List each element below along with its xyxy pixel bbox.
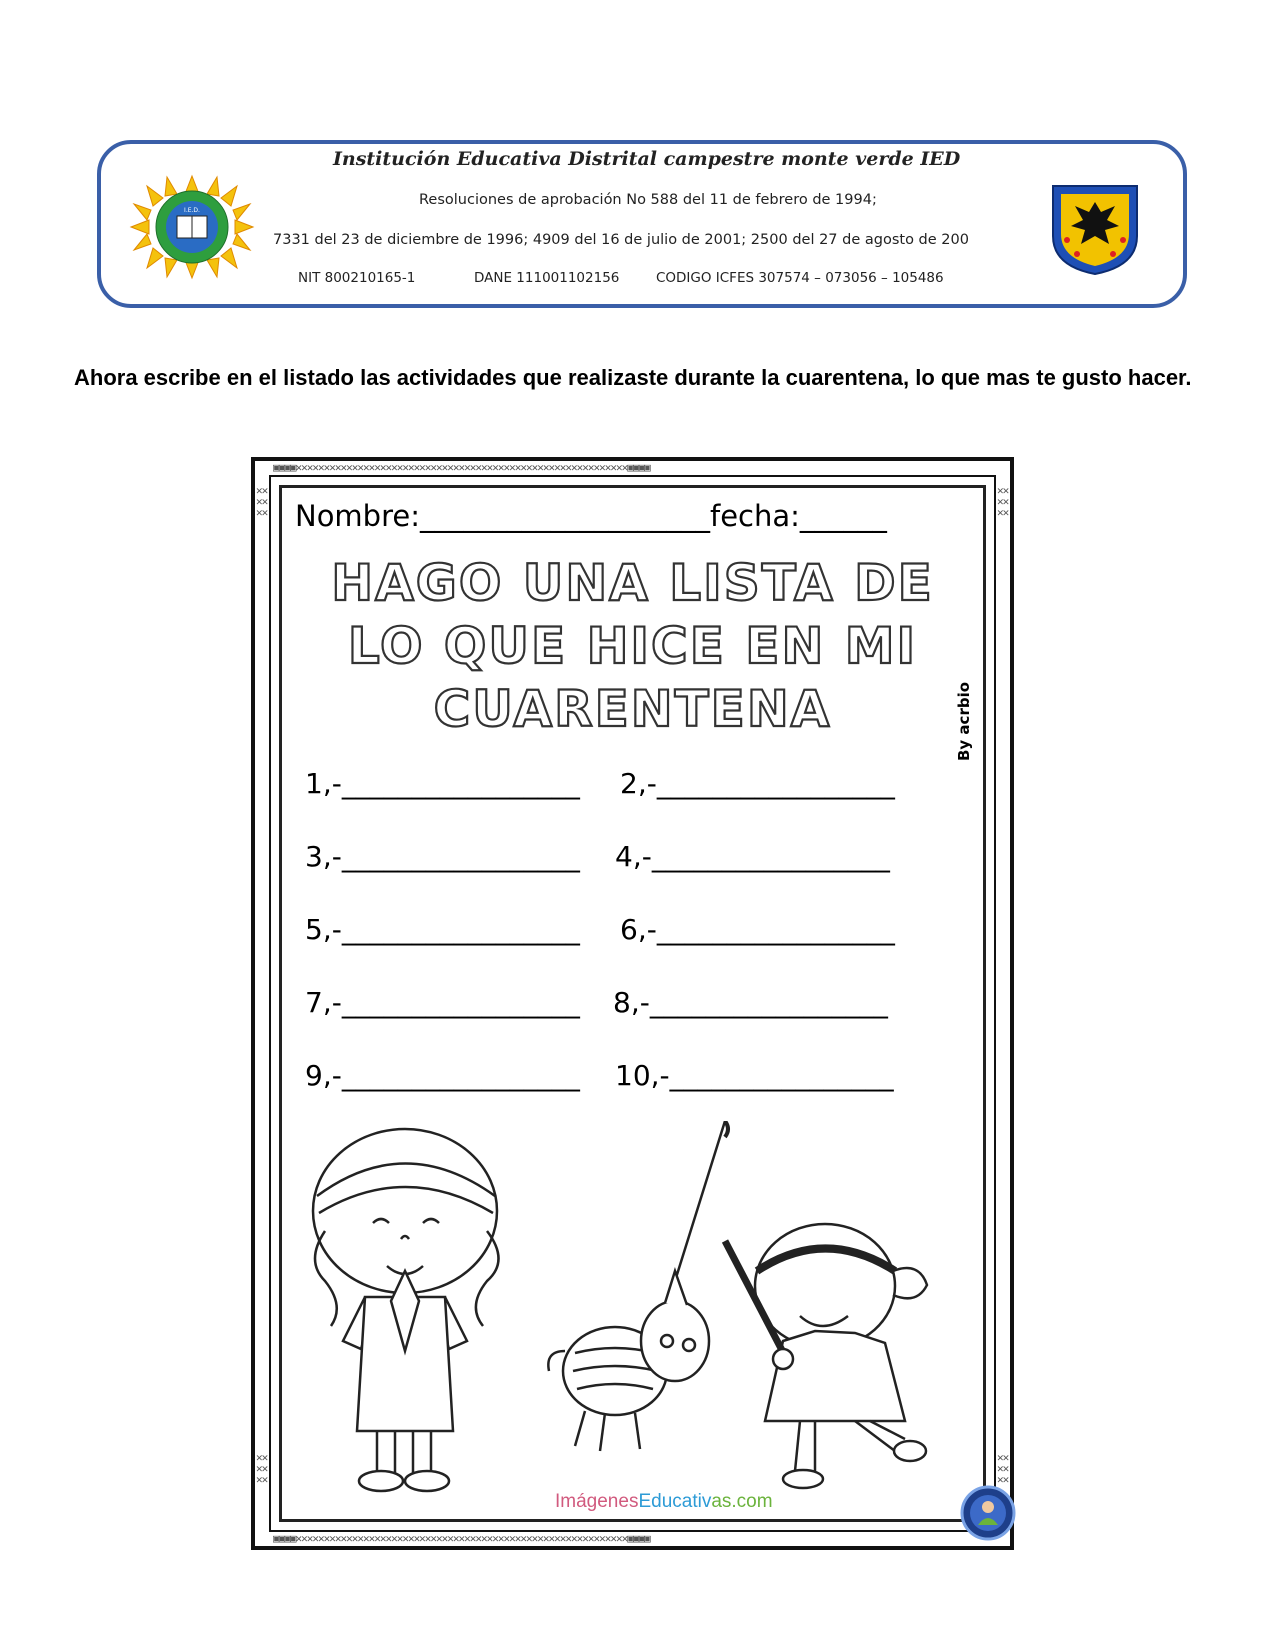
list-item: 1,-_________________: [305, 767, 580, 800]
institution-name: Institución Educativa Distrital campestre monte verde IED: [333, 148, 961, 170]
list-item: 4,-_________________: [615, 840, 890, 873]
praying-girl-icon: [313, 1129, 499, 1491]
instruction-text: Ahora escribe en el listado las actividades que realizaste durante la cuarentena, lo que mas te gusto hacer.: [74, 365, 1192, 390]
list-item: 8,-_________________: [613, 986, 888, 1019]
logo-text: I.E.D.: [184, 207, 200, 214]
border-decoration-right-bottom: ✕✕✕✕✕✕: [997, 1452, 1009, 1486]
title-line-2: LO QUE HICE EN MI: [347, 617, 918, 675]
identifiers-line: [298, 270, 944, 286]
school-logo-icon: [129, 174, 255, 280]
blindfolded-girl-icon: [725, 1224, 927, 1488]
border-decoration-bottom: ▣▣▣▣✕✕✕✕✕✕✕✕✕✕✕✕✕✕✕✕✕✕✕✕✕✕✕✕✕✕✕✕✕✕✕✕✕✕✕✕✕✕✕✕✕✕✕✕✕✕✕✕✕✕✕✕✕✕✕✕✕✕✕▣▣▣▣: [273, 1532, 650, 1545]
dane-number: DANE 111001102156: [473, 270, 620, 286]
author-credit: By acrbio: [955, 681, 973, 761]
icfes-code: CODIGO ICFES 307574 – 073056 – 105486: [655, 270, 944, 286]
footer-brand-part-2: Educativ: [638, 1491, 712, 1512]
list-item: 5,-_________________: [305, 913, 580, 946]
title-line-1: HAGO UNA LISTA DE: [331, 554, 934, 612]
list-item: 7,-_________________: [305, 986, 580, 1019]
resolutions-line-1: Resoluciones de aprobación No 588 del 11 de febrero de 1994;: [419, 192, 877, 208]
bogota-coat-of-arms-icon: [1047, 180, 1143, 276]
kids-pinata-illustration: [295, 1121, 955, 1501]
worksheet: [251, 457, 1014, 1550]
list-item: 10,-________________: [615, 1059, 894, 1092]
round-badge-icon: [960, 1485, 1016, 1541]
pinata-icon: [548, 1121, 728, 1451]
name-date-line: Nombre:____________________fecha:______: [295, 499, 887, 533]
nit-number: NIT 800210165-1: [298, 270, 416, 286]
institution-header: [97, 140, 1187, 308]
footer-brand-part-3: as.com: [711, 1491, 773, 1512]
footer-website-brand: [555, 1491, 773, 1513]
resolutions-line-2: 7331 del 23 de diciembre de 1996; 4909 del 16 de julio de 2001; 2500 del 27 de agosto de 200: [273, 232, 969, 248]
title-line-3: CUARENTENA: [433, 680, 832, 738]
list-item: 6,-_________________: [620, 913, 895, 946]
border-decoration-top: ▣▣▣▣✕✕✕✕✕✕✕✕✕✕✕✕✕✕✕✕✕✕✕✕✕✕✕✕✕✕✕✕✕✕✕✕✕✕✕✕✕✕✕✕✕✕✕✕✕✕✕✕✕✕✕✕✕✕✕✕✕✕✕▣▣▣▣: [273, 461, 650, 474]
border-decoration-left: ✕✕✕✕✕✕: [256, 485, 268, 519]
list-item: 9,-_________________: [305, 1059, 580, 1092]
border-decoration-right: ✕✕✕✕✕✕: [997, 485, 1009, 519]
list-item: 2,-_________________: [620, 767, 895, 800]
footer-brand-part-1: Imágenes: [555, 1491, 639, 1512]
list-item: 3,-_________________: [305, 840, 580, 873]
border-decoration-left-bottom: ✕✕✕✕✕✕: [256, 1452, 268, 1486]
